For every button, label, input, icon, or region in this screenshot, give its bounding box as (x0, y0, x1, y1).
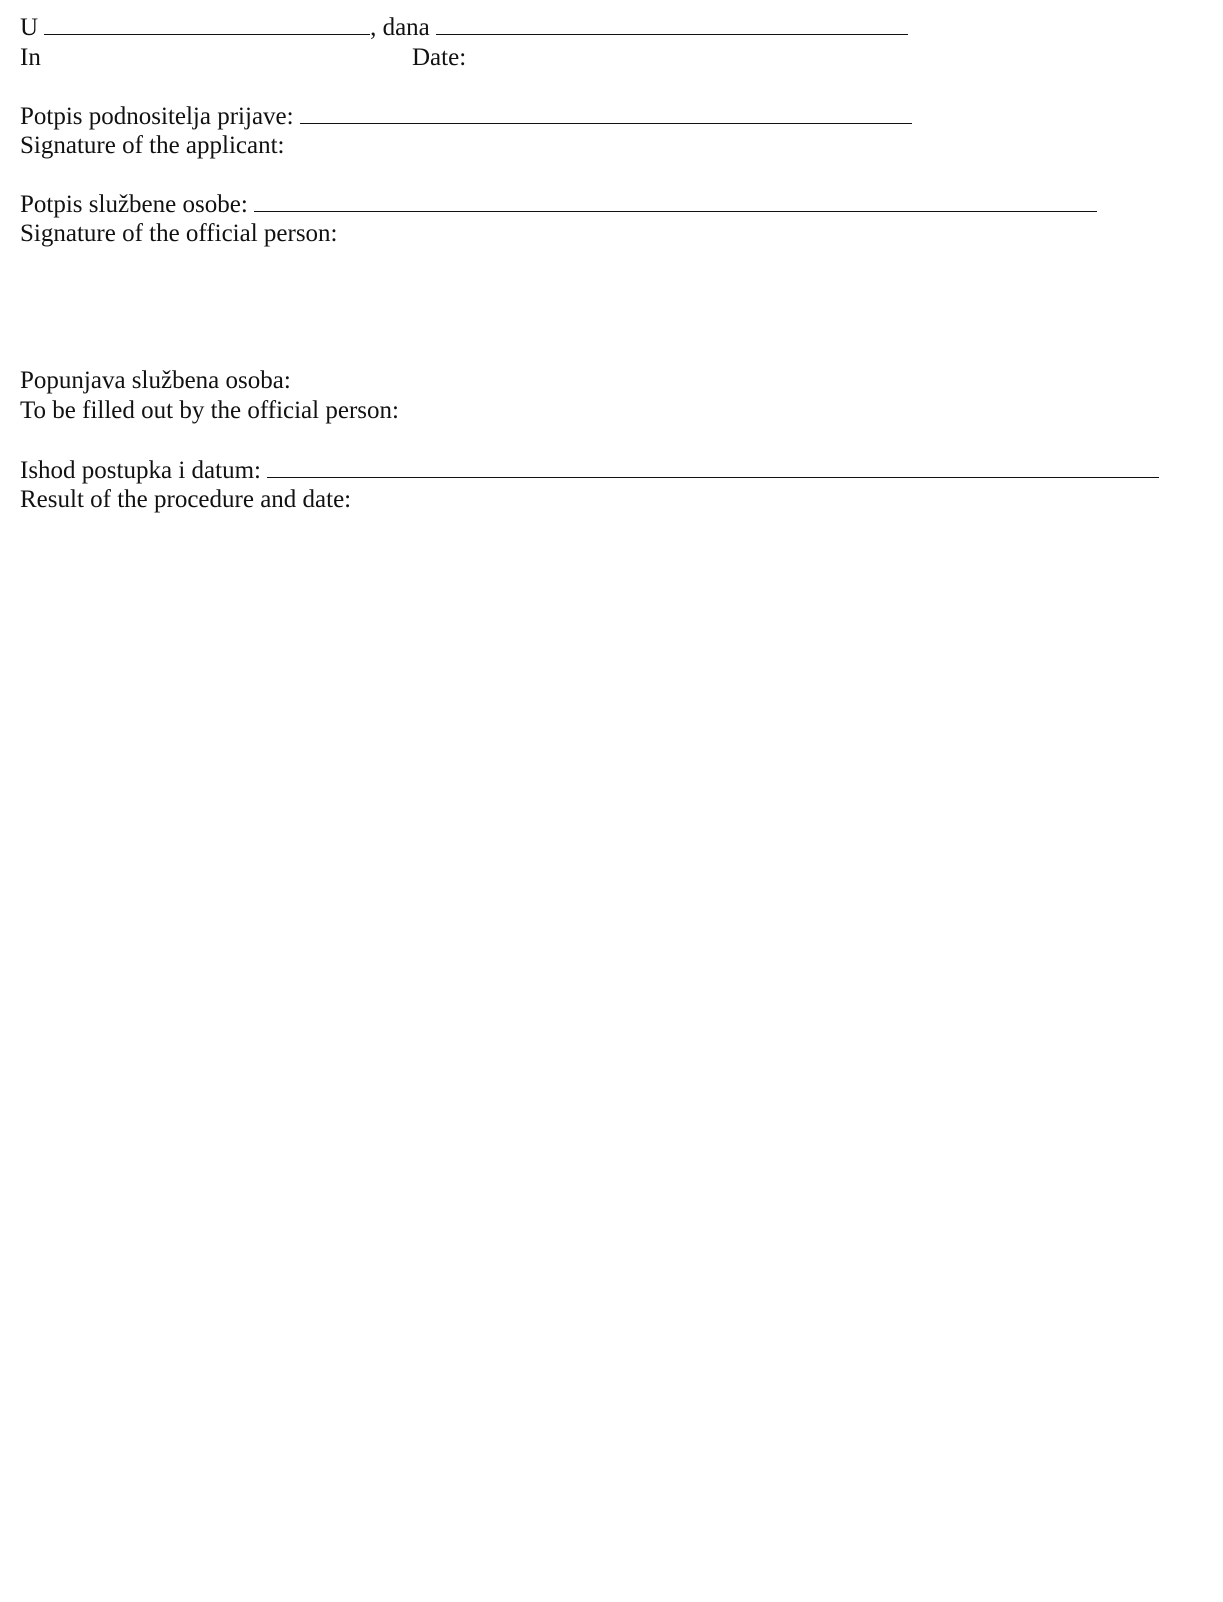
applicant-signature-label-en: Signature of the applicant: (20, 132, 285, 159)
place-label: U (20, 14, 39, 41)
place-label-en: In (20, 44, 41, 71)
applicant-signature-field[interactable] (300, 101, 912, 124)
date-field[interactable] (436, 12, 908, 35)
place-field[interactable] (44, 12, 370, 35)
applicant-signature-label: Potpis podnositelja prijave: (20, 103, 294, 130)
date-label: , dana (370, 14, 430, 41)
official-section-heading-en: To be filled out by the official person: (20, 397, 399, 424)
official-section-heading: Popunjava službena osoba: (20, 367, 291, 394)
result-label: Ishod postupka i datum: (20, 457, 261, 484)
place-date-row-en (20, 43, 620, 73)
result-label-en: Result of the procedure and date: (20, 486, 352, 513)
applicant-signature-row (20, 101, 912, 132)
result-row (20, 455, 1159, 486)
result-field[interactable] (267, 455, 1159, 478)
official-signature-field[interactable] (254, 189, 1097, 212)
date-label-en: Date: (412, 44, 467, 71)
official-signature-label-en: Signature of the official person: (20, 220, 338, 247)
official-signature-row (20, 189, 1097, 220)
official-signature-label: Potpis službene osobe: (20, 191, 248, 218)
place-date-row (20, 12, 908, 43)
